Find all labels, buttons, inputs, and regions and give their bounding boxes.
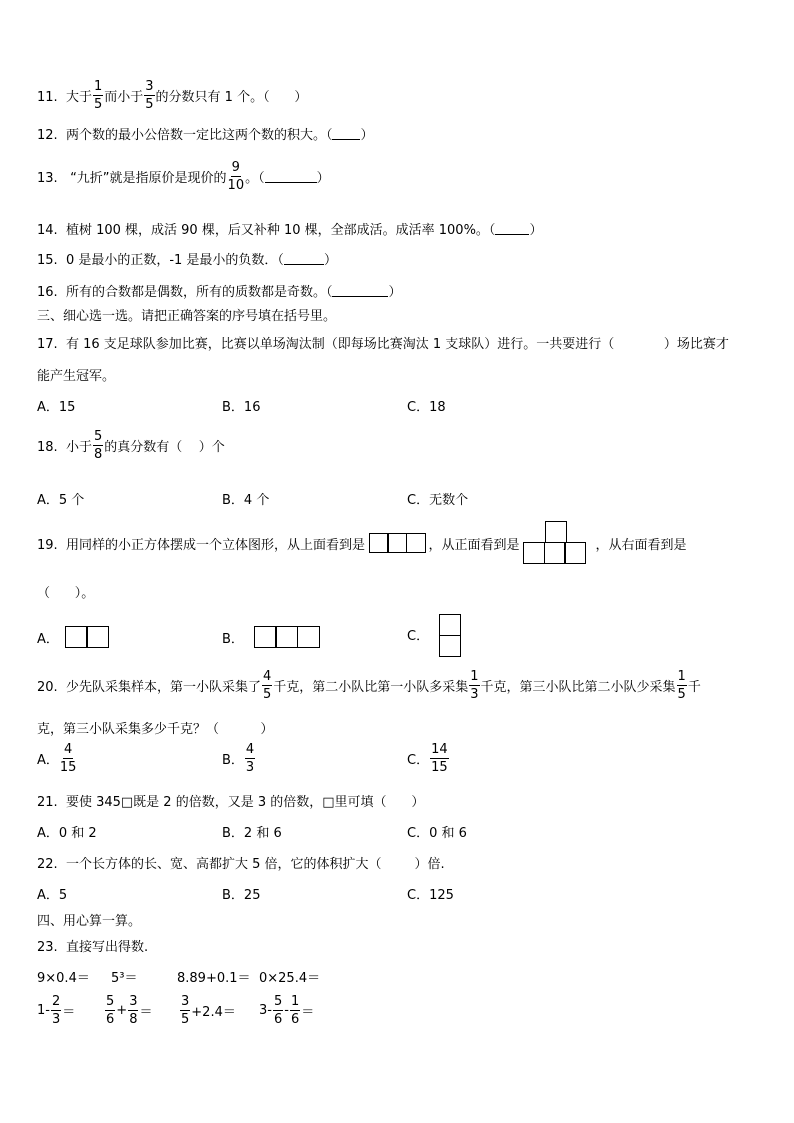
option-c[interactable]: C． $\frac{14}{15}$	[407, 742, 448, 775]
question-20-cont: 克，第三小队采集多少千克？（ ）	[37, 722, 274, 737]
option-b[interactable]: B．16	[222, 400, 261, 415]
option-c[interactable]: C．0 和 6	[407, 826, 467, 841]
option-a[interactable]: A．5	[37, 888, 68, 903]
question-17: 17. 有 16 支足球队参加比赛，比赛以单场淘汰制（即每场比赛淘汰 1 支球队）进行。一共要进行（ ）场比赛才	[37, 337, 729, 352]
calc-item: 3- $\frac{5}{6}$ - $\frac{1}{6}$ ＝	[259, 994, 315, 1027]
option-b[interactable]: B．4 个	[222, 493, 270, 508]
option-c[interactable]: C．18	[407, 400, 446, 415]
option-a[interactable]: A． $\frac{4}{15}$	[37, 742, 77, 775]
front-view-figure	[523, 521, 591, 565]
question-21: 21. 要使 345□既是 2 的倍数，又是 3 的倍数，□里可填（ ）	[37, 795, 425, 810]
fraction: $\frac{1}{5}$	[677, 669, 686, 702]
question-22: 22. 一个长方体的长、宽、高都扩大 5 倍，它的体积扩大（ ）倍.	[37, 857, 445, 872]
option-a[interactable]: A．5 个	[37, 493, 85, 508]
option-b[interactable]: B．25	[222, 888, 261, 903]
calc-item: 1- $\frac{2}{3}$ ＝	[37, 994, 76, 1027]
question-20: 20. 少先队采集样本，第一小队采集了 $\frac{4}{5}$ 千克，第二小队比第一小队多采集 $\frac{1}{3}$ 千克，第三小队比第二小队少采集 $\frac{1}{5}$ 千	[37, 669, 701, 702]
calc-item: $\frac{5}{6}$ + $\frac{3}{8}$ ＝	[106, 994, 153, 1027]
calc-item: 0×25.4＝	[259, 971, 321, 986]
answer-blank[interactable]	[265, 170, 317, 183]
option-c-figure	[439, 614, 461, 655]
question-15: 15. 0 是最小的正数，-1 是最小的负数．（ ）	[37, 253, 337, 268]
question-16: 16. 所有的合数都是偶数，所有的质数都是奇数。（ ）	[37, 285, 402, 300]
question-11: 11. 大于 $\frac{1}{5}$ 而小于 $\frac{3}{5}$ 的分数只有 1 个。（ ）	[37, 79, 308, 112]
calc-item: 9×0.4＝	[37, 971, 90, 986]
option-b[interactable]: B． $\frac{4}{3}$	[222, 742, 255, 775]
question-18: 18. 小于 $\frac{5}{8}$ 的真分数有（ ）个	[37, 429, 225, 462]
calc-item: 5³＝	[111, 971, 138, 986]
calc-item: 8.89+0.1＝	[177, 971, 251, 986]
fraction: $\frac{14}{15}$	[431, 742, 448, 775]
fraction: $\frac{4}{15}$	[59, 742, 77, 775]
section-heading: 三、细心选一选。请把正确答案的序号填在括号里。	[37, 309, 337, 324]
question-19-cont: （ ）。	[37, 586, 95, 601]
fraction: $\frac{5}{8}$	[93, 429, 103, 462]
question-23: 23. 直接写出得数.	[37, 940, 149, 955]
option-a[interactable]: A．	[37, 626, 108, 648]
option-c[interactable]: C．	[407, 614, 461, 655]
question-13: 13. “九折”就是指原价是现价的 $\frac{9}{10}$ 。（ ）	[37, 160, 330, 193]
question-19: 19. 用同样的小正方体摆成一个立体图形，从上面看到是 ，从正面看到是 ，从右面看到是	[37, 521, 686, 565]
answer-blank[interactable]	[495, 222, 529, 235]
question-12: 12. 两个数的最小公倍数一定比这两个数的积大。（ ）	[37, 128, 374, 143]
fraction: $\frac{1}{3}$	[470, 669, 479, 702]
option-a[interactable]: A．15	[37, 400, 76, 415]
option-b[interactable]: B．2 和 6	[222, 826, 282, 841]
fraction: $\frac{4}{5}$	[262, 669, 272, 702]
option-c[interactable]: C．无数个	[407, 493, 469, 508]
section-heading: 四、用心算一算。	[37, 914, 142, 929]
question-14: 14. 植树 100 棵，成活 90 棵，后又补种 10 棵，全部成活。成活率 100%。（ ）	[37, 223, 543, 238]
answer-blank[interactable]	[332, 127, 360, 140]
answer-blank[interactable]	[332, 284, 388, 297]
option-a[interactable]: A．0 和 2	[37, 826, 97, 841]
calc-item: $\frac{3}{5}$ +2.4＝	[181, 994, 236, 1027]
fraction: $\frac{1}{5}$	[93, 79, 103, 112]
option-c[interactable]: C．125	[407, 888, 454, 903]
option-a-figure	[65, 626, 108, 648]
fraction: $\frac{3}{5}$	[145, 79, 154, 112]
option-b-figure	[254, 626, 319, 648]
top-view-figure	[369, 533, 425, 553]
question-17-cont: 能产生冠军。	[37, 369, 116, 384]
fraction: $\frac{4}{3}$	[245, 742, 255, 775]
fraction: $\frac{9}{10}$	[227, 160, 245, 193]
option-b[interactable]: B．	[222, 626, 318, 648]
answer-blank[interactable]	[284, 252, 324, 265]
